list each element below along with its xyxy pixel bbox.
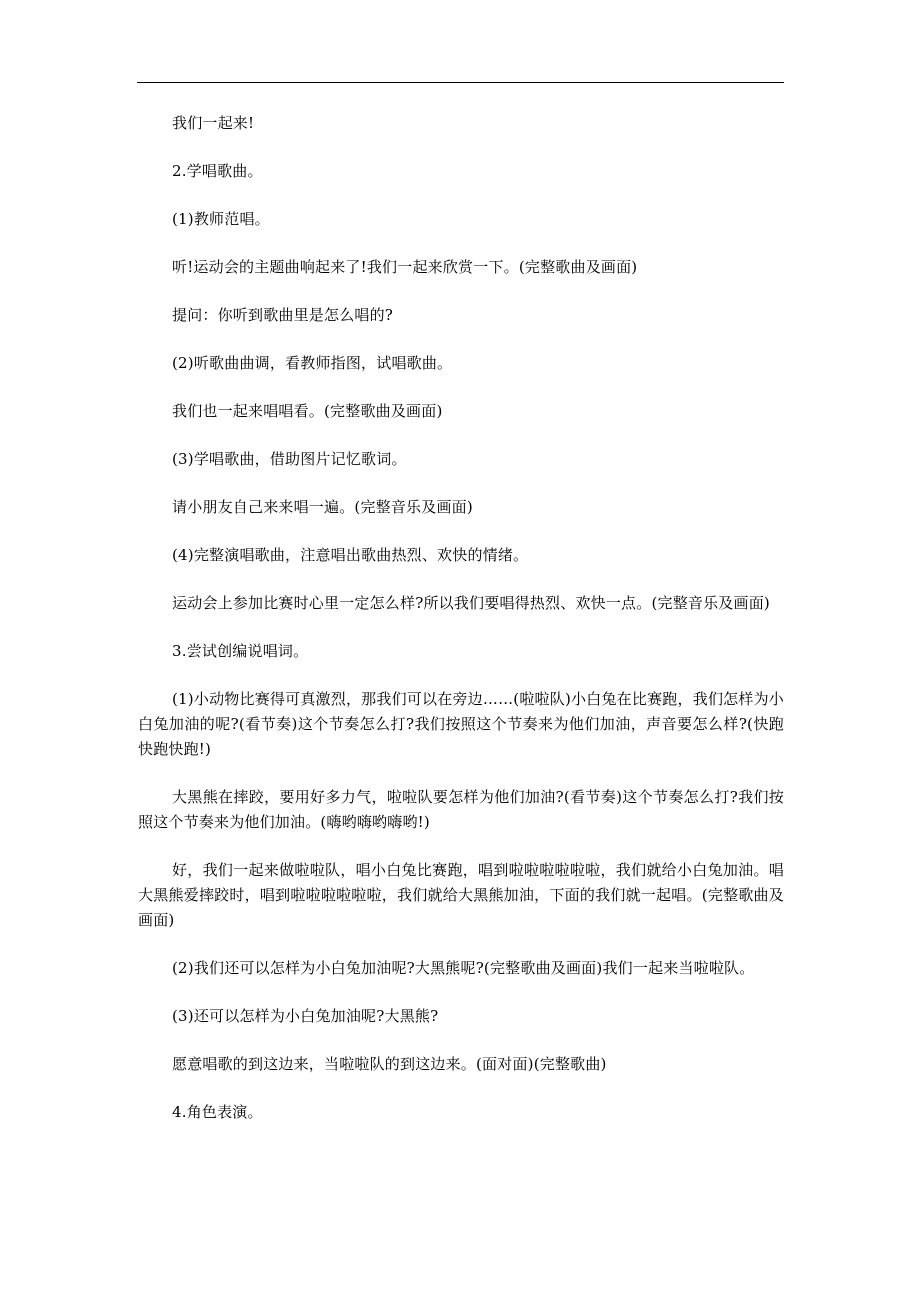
paragraph: (2)听歌曲曲调，看教师指图，试唱歌曲。 [172, 354, 453, 372]
paragraph: (1)教师范唱。 [172, 210, 270, 228]
paragraph: (3)还可以怎样为小白兔加油呢?大黑熊? [172, 1007, 439, 1025]
section-heading: 2.学唱歌曲。 [172, 162, 263, 180]
paragraph: (4)完整演唱歌曲，注意唱出歌曲热烈、欢快的情绪。 [172, 546, 529, 564]
section-heading: 3.尝试创编说唱词。 [172, 642, 309, 660]
paragraph: 愿意唱歌的到这边来，当啦啦队的到这边来。(面对面)(完整歌曲) [172, 1055, 607, 1073]
paragraph: 大黑熊在摔跤，要用好多力气，啦啦队要怎样为他们加油?(看节奏)这个节奏怎么打?我们按照这个节奏来为他们加油。(嗨哟嗨哟嗨哟!) [138, 788, 784, 831]
paragraph: 运动会上参加比赛时心里一定怎么样?所以我们要唱得热烈、欢快一点。(完整音乐及画面) [172, 594, 770, 612]
paragraph: 听!运动会的主题曲响起来了!我们一起来欣赏一下。(完整歌曲及画面) [172, 258, 638, 276]
paragraph: 请小朋友自己来来唱一遍。(完整音乐及画面) [172, 498, 473, 516]
paragraph: 提问：你听到歌曲里是怎么唱的? [172, 306, 394, 324]
paragraph: 我们一起来! [172, 114, 255, 132]
paragraph: (3)学唱歌曲，借助图片记忆歌词。 [172, 450, 407, 468]
section-heading: 4.角色表演。 [172, 1103, 263, 1121]
paragraph: 好，我们一起来做啦啦队，唱小白兔比赛跑，唱到啦啦啦啦啦啦，我们就给小白兔加油。唱大黑熊爱摔跤时，唱到啦啦啦啦啦啦，我们就给大黑熊加油，下面的我们就一起唱。(完整歌曲及画面) [138, 861, 784, 929]
paragraph: (2)我们还可以怎样为小白兔加油呢?大黑熊呢?(完整歌曲及画面)我们一起来当啦啦队。 [172, 959, 755, 977]
header-rule [137, 82, 784, 83]
paragraph: 我们也一起来唱唱看。(完整歌曲及画面) [172, 402, 443, 420]
document-body [138, 111, 784, 1148]
paragraph: (1)小动物比赛得可真激烈，那我们可以在旁边……(啦啦队)小白兔在比赛跑，我们怎样为小白兔加油的呢?(看节奏)这个节奏怎么打?我们按照这个节奏来为他们加油，声音要怎么样?(快跑快跑快跑!) [138, 690, 784, 758]
